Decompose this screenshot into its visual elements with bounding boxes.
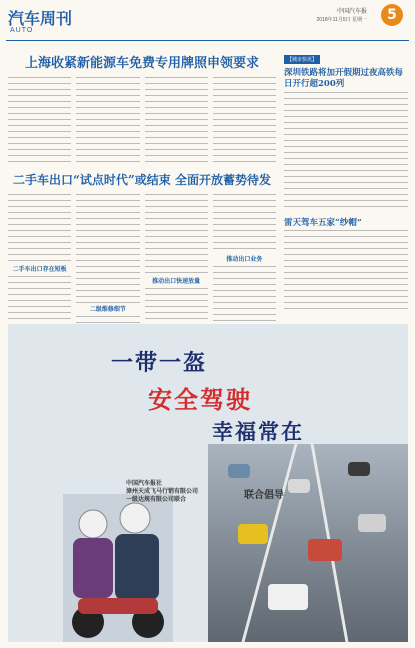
section-subtitle: AUTO [10, 27, 34, 34]
masthead: 中国汽车报 [336, 9, 367, 15]
header-rule [6, 40, 409, 41]
sidebar-tag: 【城市快讯】 [284, 55, 320, 64]
article2-subhead-4: 推动出口业务 [226, 256, 263, 263]
headline-used-car-export[interactable]: 二手车出口“试点时代”或结束 全面开放蓄势待发 [13, 173, 271, 187]
sponsor-1: 中国汽车报社 [126, 481, 163, 487]
ad-slogan-line1: 一带一盔 [111, 350, 208, 376]
ad-sponsors [126, 480, 198, 504]
page-number: 5 [381, 4, 403, 26]
headline-shanghai-plates[interactable]: 上海收紧新能源车免费专用牌照申领要求 [24, 56, 259, 71]
article1-col4 [213, 77, 276, 165]
sponsor-2: 漳州天成飞马行销有限公司 [126, 489, 199, 495]
article1-col2 [76, 77, 139, 165]
ad-advocacy: 联合倡导 [244, 490, 284, 501]
article1-col1 [8, 77, 71, 165]
scooter-riders-illustration [63, 494, 173, 642]
section-title: 汽车周刊 [8, 9, 73, 28]
article2-subhead-2: 二级维修细节 [89, 306, 126, 313]
article1-col3 [145, 77, 208, 165]
sidebar-news [284, 46, 408, 310]
dateline: 2018年11月5日 星期一 [316, 17, 367, 23]
sidebar-article2-body [284, 230, 408, 310]
sponsor-3: 一级达规有限公司联合 [126, 497, 187, 503]
article2-subhead-3: 推动出口快速放量 [152, 278, 201, 285]
page-header [0, 0, 415, 44]
headline-shenzhen-rail[interactable]: 深圳铁路将加开假期过夜高铁每日开行超200列 [284, 68, 404, 89]
ad-slogan-line2: 安全驾驶 [148, 385, 252, 414]
article1-columns [8, 77, 276, 165]
main-articles [8, 46, 276, 350]
traffic-photo [208, 444, 408, 642]
safety-advertisement [8, 324, 408, 642]
ad-slogan-line3: 幸福常在 [212, 419, 304, 444]
headline-driving[interactable]: 雷天驾车五家“纱帽” [284, 218, 362, 228]
article2-subhead-1: 二手车出口存在短板 [12, 266, 67, 273]
sidebar-article1-body [284, 92, 408, 212]
